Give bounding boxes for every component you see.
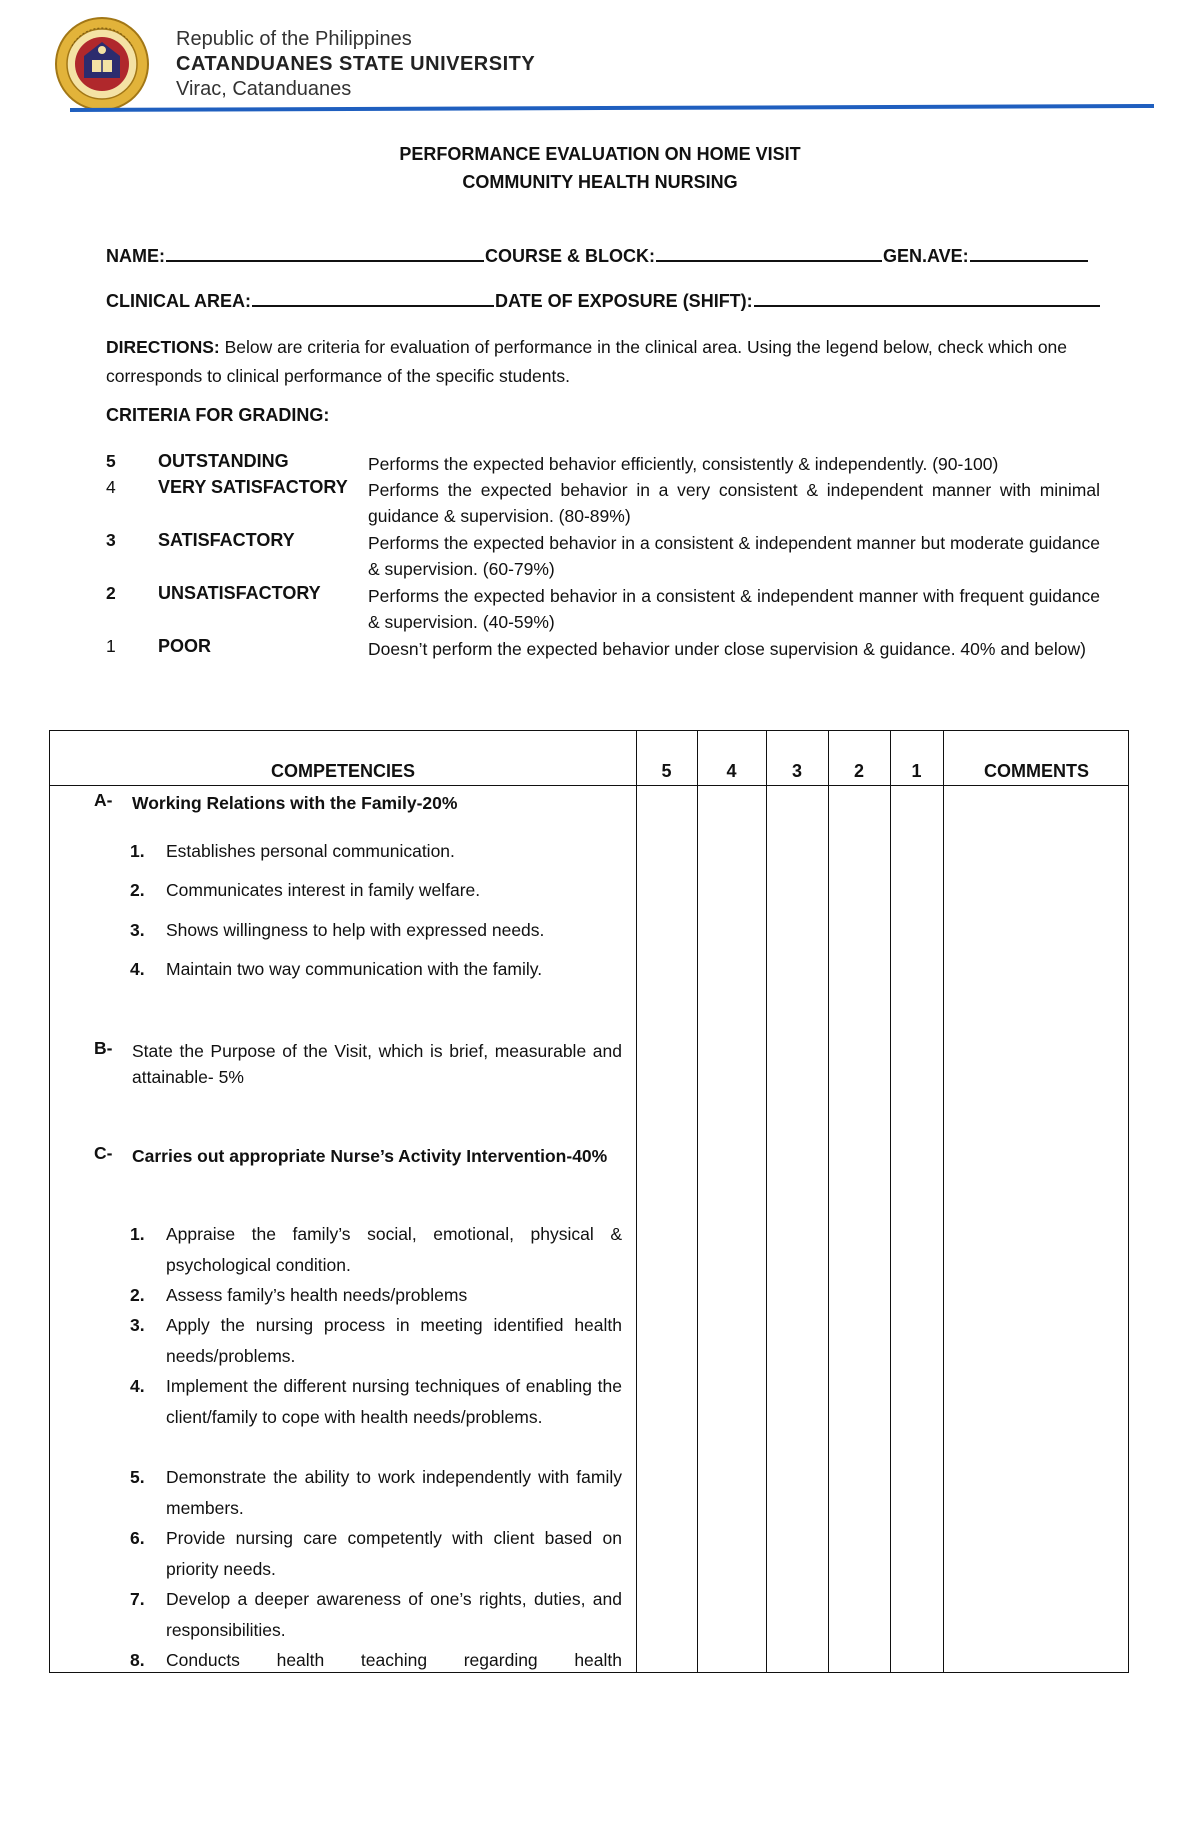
- header-competencies: COMPETENCIES: [270, 761, 416, 781]
- name-label: NAME:: [106, 246, 165, 266]
- item-number: 1.: [130, 841, 145, 861]
- gen-ave-label: GEN.AVE:: [883, 246, 969, 266]
- course-block-label: COURSE & BLOCK:: [485, 246, 655, 266]
- date-exposure-label: DATE OF EXPOSURE (SHIFT):: [495, 291, 753, 311]
- item-text: Maintain two way communication with the family.: [166, 959, 543, 979]
- university-location: Virac, Catanduanes: [176, 78, 352, 100]
- section-letter: B-: [94, 1038, 113, 1058]
- column-divider: [828, 731, 829, 1672]
- form-title: PERFORMANCE EVALUATION ON HOME VISIT: [399, 144, 801, 164]
- legend-number: 2: [106, 583, 116, 603]
- legend-number: 3: [106, 530, 116, 550]
- legend-number: 5: [106, 451, 116, 471]
- legend-label: UNSATISFACTORY: [158, 583, 321, 603]
- gen-ave-blank[interactable]: [970, 243, 1088, 262]
- date-exposure-blank[interactable]: [754, 288, 1100, 307]
- header-score-2: 2: [853, 761, 864, 781]
- item-text: Apply the nursing process in meeting identified health needs/problems.: [166, 1315, 622, 1366]
- legend-description: Performs the expected behavior in a consistent & independent manner with frequent guidance & supervision. (40-59%): [368, 586, 1100, 632]
- directions-label: DIRECTIONS:: [106, 337, 220, 357]
- item-number: 7.: [130, 1589, 145, 1609]
- item-text: Establishes personal communication.: [166, 841, 455, 861]
- header-score-5: 5: [661, 761, 672, 781]
- section-letter: A-: [94, 790, 113, 810]
- section-title: State the Purpose of the Visit, which is brief, measurable and attainable- 5%: [132, 1041, 622, 1087]
- item-text: Develop a deeper awareness of one’s rights, duties, and responsibilities.: [166, 1589, 622, 1640]
- header-score-1: 1: [911, 761, 922, 781]
- item-text: Appraise the family’s social, emotional, physical & psychological condition.: [166, 1224, 622, 1275]
- item-number: 6.: [130, 1528, 145, 1548]
- header-rule: [70, 104, 1154, 114]
- item-number: 3.: [130, 920, 145, 940]
- form-subtitle: COMMUNITY HEALTH NURSING: [462, 172, 738, 192]
- column-divider: [636, 731, 637, 1672]
- republic-label: Republic of the Philippines: [176, 28, 412, 50]
- item-text: Implement the different nursing techniques of enabling the client/family to cope with health needs/problems.: [166, 1376, 622, 1427]
- legend-description: Performs the expected behavior efficiently, consistently & independently. (90-100): [368, 454, 999, 474]
- section-letter: C-: [94, 1143, 113, 1163]
- column-divider: [766, 731, 767, 1672]
- item-text: Conducts health teaching regarding health: [166, 1650, 622, 1670]
- header-divider: [50, 785, 1128, 786]
- clinical-area-blank[interactable]: [252, 288, 494, 307]
- section-title: Carries out appropriate Nurse’s Activity Intervention-40%: [132, 1146, 608, 1166]
- legend-description: Performs the expected behavior in a very consistent & independent manner with minimal guidance & supervision. (80-89%): [368, 480, 1100, 526]
- university-name: CATANDUANES STATE UNIVERSITY: [176, 53, 536, 75]
- directions-text: Below are criteria for evaluation of performance in the clinical area. Using the legend below, check which one corresponds to clinical performance of the specific students.: [106, 337, 1068, 386]
- legend-label: POOR: [158, 636, 212, 656]
- item-number: 4.: [130, 959, 145, 979]
- header-score-3: 3: [791, 761, 802, 781]
- clinical-area-label: CLINICAL AREA:: [106, 291, 251, 311]
- criteria-heading: CRITERIA FOR GRADING:: [106, 405, 330, 425]
- legend-label: OUTSTANDING: [158, 451, 289, 471]
- item-number: 4.: [130, 1376, 145, 1396]
- legend-description: Performs the expected behavior in a consistent & independent manner but moderate guidance & supervision. (60-79%): [368, 533, 1100, 579]
- item-text: Demonstrate the ability to work independently with family members.: [166, 1467, 622, 1518]
- legend-number: 4: [106, 477, 116, 497]
- item-text: Provide nursing care competently with client based on priority needs.: [166, 1528, 622, 1579]
- item-number: 8.: [130, 1650, 145, 1670]
- legend-label: VERY SATISFACTORY: [158, 477, 348, 497]
- column-divider: [890, 731, 891, 1672]
- university-seal-icon: [54, 16, 150, 112]
- clinical-info-row: [106, 288, 1101, 312]
- student-info-row: [106, 243, 1089, 267]
- legend-number: 1: [106, 636, 116, 656]
- item-number: 1.: [130, 1224, 145, 1244]
- item-text: Assess family’s health needs/problems: [166, 1285, 468, 1305]
- item-number: 2.: [130, 880, 145, 900]
- column-divider: [943, 731, 944, 1672]
- column-divider: [697, 731, 698, 1672]
- header-comments: COMMENTS: [984, 761, 1089, 781]
- directions: [106, 333, 1098, 391]
- course-block-blank[interactable]: [656, 243, 882, 262]
- name-blank[interactable]: [166, 243, 484, 262]
- item-number: 3.: [130, 1315, 145, 1335]
- item-number: 5.: [130, 1467, 145, 1487]
- item-text: Communicates interest in family welfare.: [166, 880, 481, 900]
- header-score-4: 4: [726, 761, 737, 781]
- item-number: 2.: [130, 1285, 145, 1305]
- legend-label: SATISFACTORY: [158, 530, 295, 550]
- legend-description: Doesn’t perform the expected behavior under close supervision & guidance. 40% and below): [368, 639, 1086, 659]
- section-title: Working Relations with the Family-20%: [132, 793, 458, 813]
- item-text: Shows willingness to help with expressed needs.: [166, 920, 545, 940]
